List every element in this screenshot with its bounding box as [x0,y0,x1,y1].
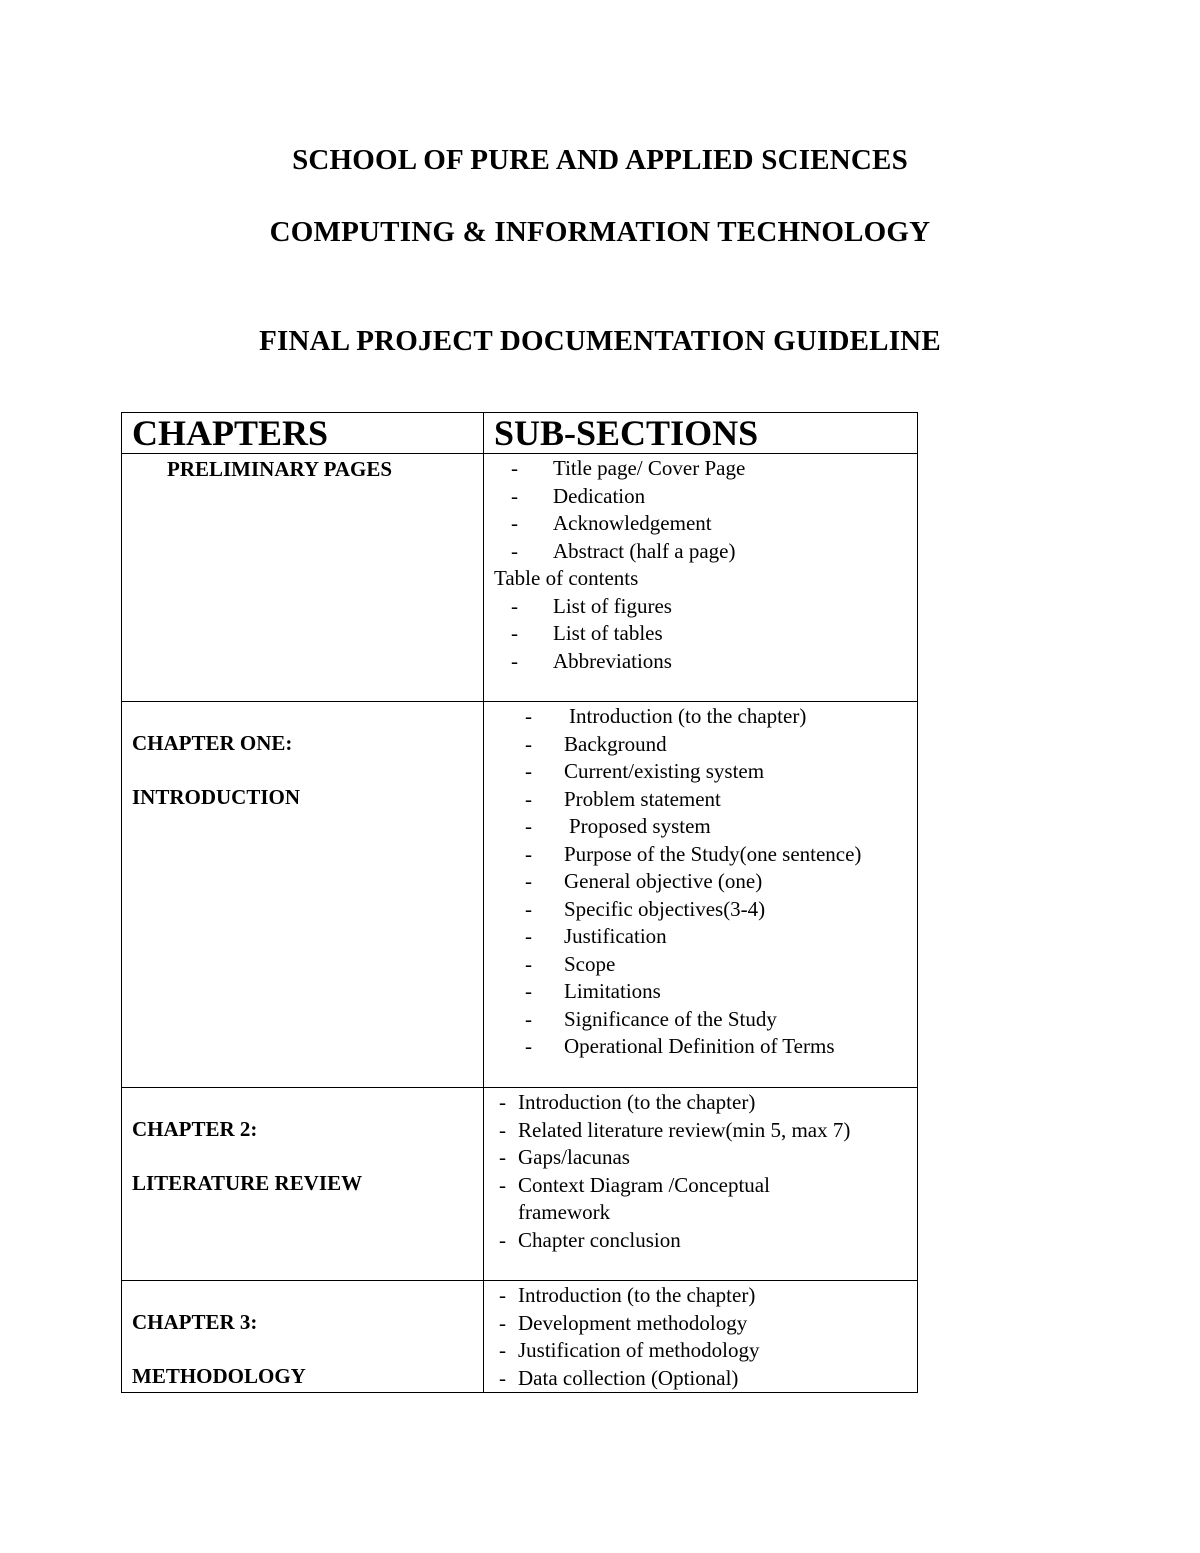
list-item: - Purpose of the Study(one sentence) [525,841,862,866]
subsections-cell [484,1088,918,1281]
chapter-two-title: LITERATURE REVIEW [132,1171,363,1195]
chapter-one-title: INTRODUCTION [132,785,301,809]
list-item: - Dedication [511,483,646,508]
header-cell-subsections [484,413,918,454]
chapter-cell [122,454,484,702]
list-item: - Scope [525,951,616,976]
list-item: - Justification of methodology [499,1338,760,1362]
list-item: - Justification [525,924,667,948]
table-of-contents-line: Table of contents [494,566,639,590]
list-item: - Limitations [525,979,661,1003]
header-cell-chapters [122,413,484,454]
list-item: - Gaps/lacunas [499,1145,630,1169]
list-item: - Introduction (to the chapter) [499,1090,756,1114]
list-item-continuation: framework [518,1200,611,1224]
list-item: - Abbreviations [511,648,672,673]
list-item: - Significance of the Study [525,1006,777,1031]
list-item: - Data collection (Optional) [499,1365,739,1390]
list-item: - List of figures [511,593,672,618]
subsections-header: SUB-SECTIONS [494,413,759,453]
chapter-cell [122,1281,484,1393]
table-header-row [122,413,918,454]
preliminary-pages-label: PRELIMINARY PAGES [167,457,393,481]
list-item: - Introduction (to the chapter) [525,704,807,728]
chapters-header: CHAPTERS [132,413,329,453]
list-item: - Context Diagram /Conceptual [499,1172,770,1197]
chapter-three-subsection-list [484,1281,917,1392]
list-item: - Acknowledgement [511,511,712,535]
list-item: - Development methodology [499,1310,748,1335]
table-row-chapter-three [122,1281,918,1393]
subsections-cell [484,702,918,1088]
list-item: - Current/existing system [525,759,765,783]
table-row-chapter-one [122,702,918,1088]
list-item: - Problem statement [525,786,721,811]
subsections-cell [484,454,918,702]
chapter-two-subsection-list [484,1088,917,1254]
list-item: - Background [525,731,667,756]
table-row-preliminary [122,454,918,702]
list-item: - Related literature review(min 5, max 7) [499,1117,851,1142]
table-row-chapter-two [122,1088,918,1281]
chapter-cell [122,1088,484,1281]
guideline-table [121,412,918,1393]
document-title: FINAL PROJECT DOCUMENTATION GUIDELINE [259,325,941,357]
chapter-one-label: CHAPTER ONE: [132,731,293,755]
chapter-cell [122,702,484,1088]
chapter-one-subsection-list [484,702,917,1061]
list-item: - List of tables [511,621,663,645]
list-item: - Chapter conclusion [499,1227,681,1252]
chapter-two-label: CHAPTER 2: [132,1117,258,1141]
list-item: - Introduction (to the chapter) [499,1283,756,1307]
list-item: - Abstract (half a page) [511,538,736,563]
list-item: - General objective (one) [525,869,763,893]
list-item: - Operational Definition of Terms [525,1034,835,1058]
subsections-cell [484,1281,918,1393]
department-heading: COMPUTING & INFORMATION TECHNOLOGY [269,216,931,248]
list-item: - Proposed system [525,814,711,838]
preliminary-subsection-list [484,454,917,675]
list-item: - Title page/ Cover Page [511,456,746,480]
list-item: - Specific objectives(3-4) [525,896,766,921]
school-heading: SCHOOL OF PURE AND APPLIED SCIENCES [292,144,908,176]
chapter-three-title: METHODOLOGY [132,1364,306,1388]
chapter-three-label: CHAPTER 3: [132,1310,258,1334]
